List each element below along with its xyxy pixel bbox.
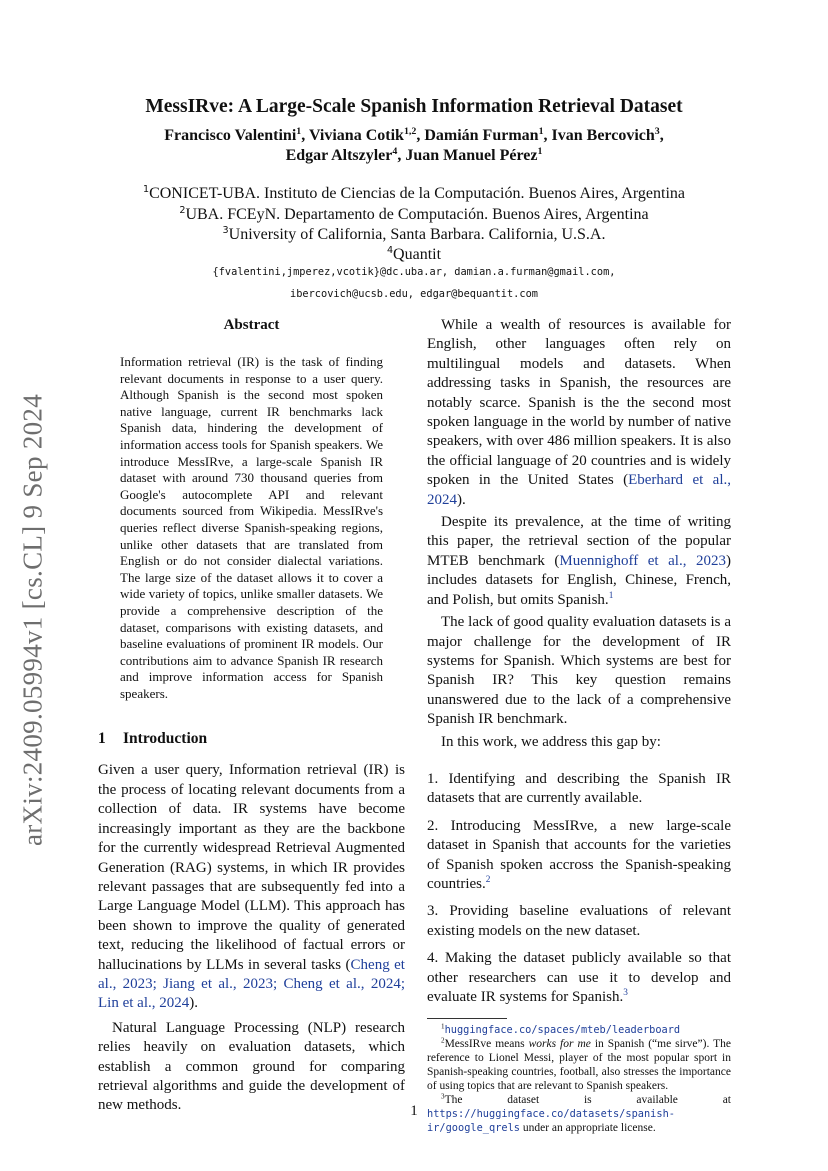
- footnote-text: The dataset is available at: [444, 1094, 731, 1107]
- intro-paragraph-5: The lack of good quality evaluation datasets is a major challenge for the development of IR systems for Spanish. Which systems are best for Spanish IR? This key question remains unanswered due to the lack of a comprehensive Spanish IR benchmark.: [427, 614, 731, 728]
- footnote-number: 3: [441, 1093, 445, 1101]
- author-affiliation-mark: 1: [538, 125, 544, 137]
- intro-paragraph-4: [427, 513, 731, 610]
- author-separator: ,: [301, 127, 309, 144]
- affiliation-mark: 1: [142, 184, 150, 196]
- author-affiliation-mark: 4: [392, 145, 398, 157]
- intro-paragraph-6: In this work, we address this gap by:: [441, 733, 661, 750]
- footnote-marker[interactable]: 3: [623, 988, 628, 999]
- author-separator: ,: [543, 127, 552, 144]
- affiliation-1: [0, 184, 828, 203]
- footnote-url-link[interactable]: huggingface.co/spaces/mteb/leaderboard: [444, 1024, 681, 1037]
- intro-paragraph-1: [98, 761, 405, 1013]
- author-affiliation-mark: 1: [296, 125, 302, 137]
- paragraph-text: Given a user query, Information retrieval (IR) is the process of locating relevant documents from a collection of data. IR systems have become increasingly important as they are the backbone for the currently widespread Retrieval Augmented Generation (RAG) systems, in which IR provides relevant passages that are subsequently fed into a Large Language Model (LLM). This approach has been shown to improve the quality of generated text, reducing the likelihood of factual errors or hallucinations by LLMs in several tasks (: [98, 762, 405, 973]
- contribution-list-item: [427, 949, 731, 1007]
- affiliation-text: Quantit: [393, 246, 442, 263]
- footnote-url-link[interactable]: https://huggingface.co/datasets/spanish-ir/google_qrels: [427, 1108, 675, 1135]
- arxiv-identifier-text: arXiv:2409.05994v1 [cs.CL] 9 Sep 2024: [17, 393, 48, 847]
- footnote-text: under an appropriate license.: [520, 1122, 656, 1135]
- paper-title: MessIRve: A Large-Scale Spanish Information Retrieval Dataset: [145, 96, 683, 117]
- intro-paragraph-3: [427, 316, 731, 510]
- citation-link[interactable]: Eberhard et al., 2024: [427, 472, 731, 508]
- author-separator: ,: [397, 147, 406, 164]
- author-affiliation-mark: 1: [537, 145, 543, 157]
- footnote-1: [427, 1023, 731, 1037]
- footnote-text: MessIRve means: [444, 1038, 529, 1051]
- affiliation-mark: 3: [222, 225, 229, 237]
- affiliation-4: [0, 245, 828, 264]
- author-name: Ivan Bercovich: [551, 127, 655, 144]
- footnote-2: [427, 1037, 731, 1093]
- affiliation-text: University of California, Santa Barbara. California, U.S.A.: [228, 226, 606, 243]
- affiliation-2: [0, 205, 828, 224]
- right-column: [427, 316, 731, 1135]
- arxiv-identifier-stamp: [10, 370, 56, 870]
- author-name: Juan Manuel Pérez: [405, 147, 538, 164]
- citation-link[interactable]: Muennighoff et al., 2023: [559, 552, 726, 569]
- footnote-marker[interactable]: 2: [485, 875, 491, 886]
- author-separator: ,: [416, 127, 425, 144]
- affiliation-mark: 2: [179, 205, 186, 217]
- affiliation-mark: 4: [386, 245, 394, 257]
- contribution-list-item: [427, 902, 731, 941]
- paragraph-text-end: ).: [189, 995, 198, 1012]
- author-list-line-1: [0, 127, 828, 145]
- author-affiliation-mark: 1,2: [403, 125, 417, 137]
- section-title: Introduction: [123, 730, 208, 748]
- author-name: Edgar Altszyler: [285, 147, 393, 164]
- list-item-text: 2. Introducing MessIRve, a new large-scale dataset in Spanish that accounts for the varieties of Spanish spoken accross the Spanish-speaking countries.: [427, 817, 731, 892]
- left-column: [98, 316, 405, 1116]
- author-name: Damián Furman: [424, 127, 539, 144]
- paragraph-text-end: ).: [457, 491, 466, 508]
- affiliation-3: [0, 225, 828, 244]
- abstract-heading: Abstract: [223, 317, 280, 333]
- paragraph-text: Despite its prevalence, at the time of writing this paper, the retrieval section of the popular MTEB benchmark (: [427, 514, 731, 569]
- author-list-line-2: [0, 147, 828, 165]
- list-item-text: 4. Making the dataset publicly available so that other researchers can use it to develop and evaluate IR systems for Spanish.: [427, 950, 731, 1005]
- contribution-list-item: [427, 770, 731, 809]
- footnote-text: in Spanish (“me sirve”). The reference to Lionel Messi, player of the most popular sport in Spanish-speaking countries, football, also stresses the importance of using topics that are relevant to Spanish speakers.: [427, 1038, 731, 1093]
- footnote-emphasis: works for me: [528, 1038, 591, 1051]
- author-emails-line-1: {fvalentini,jmperez,vcotik}@dc.uba.ar, damian.a.furman@gmail.com,: [212, 266, 616, 278]
- author-separator: ,: [659, 127, 664, 144]
- contribution-list-item: [427, 817, 731, 895]
- author-name: Viviana Cotik: [308, 127, 404, 144]
- citation-link[interactable]: Cheng et al., 2023; Jiang et al., 2023; Cheng et al., 2024; Lin et al., 2024: [98, 956, 405, 1012]
- affiliation-text: CONICET-UBA. Instituto de Ciencias de la Computación. Buenos Aires, Argentina: [149, 185, 686, 202]
- footnote-number: 1: [441, 1023, 445, 1031]
- author-affiliation-mark: 3: [654, 125, 660, 137]
- paragraph-text: While a wealth of resources is available for English, other languages often rely on multilingual models and datasets. When addressing tasks in Spanish, the resources are notably scarce. Spanish is the the second most spoken language in the world by number of native speakers, with over 486 million speakers. It is also the official language of 20 countries and is widely spoken in the United States (: [427, 317, 731, 489]
- intro-paragraph-2: Natural Language Processing (NLP) research relies heavily on evaluation datasets, which establish a common ground for comparing retrieval algorithms and guide the development of new methods.: [98, 1019, 405, 1114]
- list-item-text: 3. Providing baseline evaluations of relevant existing models on the new dataset.: [427, 903, 731, 939]
- author-name: Francisco Valentini: [164, 127, 297, 144]
- author-emails-line-2: ibercovich@ucsb.edu, edgar@bequantit.com: [290, 288, 538, 300]
- section-heading-introduction: [98, 730, 405, 750]
- abstract-body: Information retrieval (IR) is the task of finding relevant documents in response to a user query. Although Spanish is the second most spoken native language, current IR benchmarks lack Spanish data, hindering the development of information access tools for Spanish speakers. We introduce MessIRve, a large-scale Spanish IR dataset with around 730 thousand queries from Google's autocomplete API and relevant documents sourced from Wikipedia. MessIRve's queries reflect diverse Spanish-speaking regions, unlike other datasets that are translated from English or do not consider dialectal variations. The large size of the dataset allows it to cover a wide variety of topics, unlike smaller datasets. We provide a comprehensive description of the dataset, comparisons with existing datasets, and baseline evaluations of prominent IR models. Our contributions aim to advance Spanish IR research and improve information access for Spanish speakers.: [120, 354, 383, 701]
- page-number: 1: [410, 1103, 418, 1119]
- footnote-marker[interactable]: 1: [608, 590, 614, 601]
- list-item-text: 1. Identifying and describing the Spanish IR datasets that are currently available.: [427, 770, 731, 807]
- footnote-divider: [427, 1018, 507, 1019]
- footnote-number: 2: [441, 1037, 445, 1045]
- paragraph-text-end: ) includes datasets for English, Chinese, French, and Polish, but omits Spanish.: [427, 552, 731, 608]
- section-number: 1: [98, 730, 106, 748]
- affiliation-text: UBA. FCEyN. Departamento de Computación. Buenos Aires, Argentina: [185, 206, 649, 223]
